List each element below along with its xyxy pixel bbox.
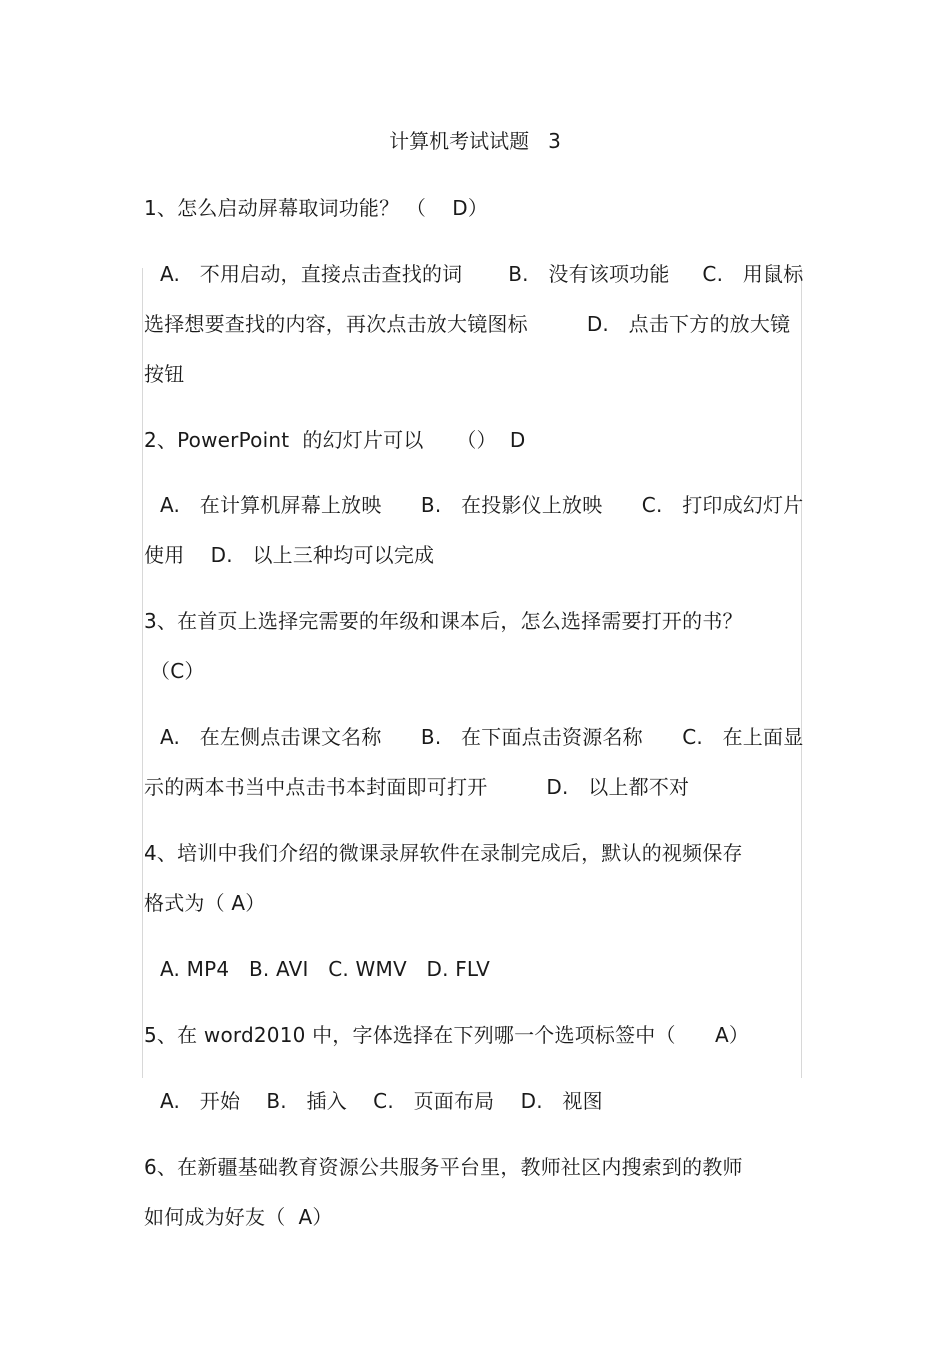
question-1-options-line-2: 选择想要查找的内容，再次点击放大镜图标 D. 点击下方的放大镜 <box>144 312 791 336</box>
question-2-options-line-1: A. 在计算机屏幕上放映 B. 在投影仪上放映 C. 打印成幻灯片 <box>160 493 804 517</box>
question-4-line-2: 格式为（ A） <box>144 891 266 915</box>
question-1-options-line-1: A. 不用启动，直接点击查找的词 B. 没有该项功能 C. 用鼠标 <box>160 262 804 286</box>
question-2-options-line-2: 使用 D. 以上三种均可以完成 <box>144 543 435 567</box>
document-title: 计算机考试试题 3 <box>389 129 561 153</box>
question-6-line-2: 如何成为好友（ A） <box>144 1205 333 1229</box>
question-2: 2、PowerPoint 的幻灯片可以 （） D <box>144 428 526 452</box>
question-3-line-1: 3、在首页上选择完需要的年级和课本后，怎么选择需要打开的书？ <box>144 609 743 633</box>
question-1: 1、怎么启动屏幕取词功能？ （ D） <box>144 196 489 220</box>
question-6-line-1: 6、在新疆基础教育资源公共服务平台里，教师社区内搜索到的教师 <box>144 1155 743 1179</box>
question-4-line-1: 4、培训中我们介绍的微课录屏软件在录制完成后，默认的视频保存 <box>144 841 743 865</box>
question-1-options-line-3: 按钮 <box>144 362 185 386</box>
question-3-line-2: （C） <box>150 659 205 683</box>
question-5: 5、在 word2010 中，字体选择在下列哪一个选项标签中（ A） <box>144 1023 750 1047</box>
question-4-options: A. MP4 B. AVI C. WMV D. FLV <box>160 957 490 981</box>
question-5-options: A. 开始 B. 插入 C. 页面布局 D. 视图 <box>160 1089 603 1113</box>
question-3-options-line-2: 示的两本书当中点击书本封面即可打开 D. 以上都不对 <box>144 775 690 799</box>
question-3-options-line-1: A. 在左侧点击课文名称 B. 在下面点击资源名称 C. 在上面显 <box>160 725 804 749</box>
